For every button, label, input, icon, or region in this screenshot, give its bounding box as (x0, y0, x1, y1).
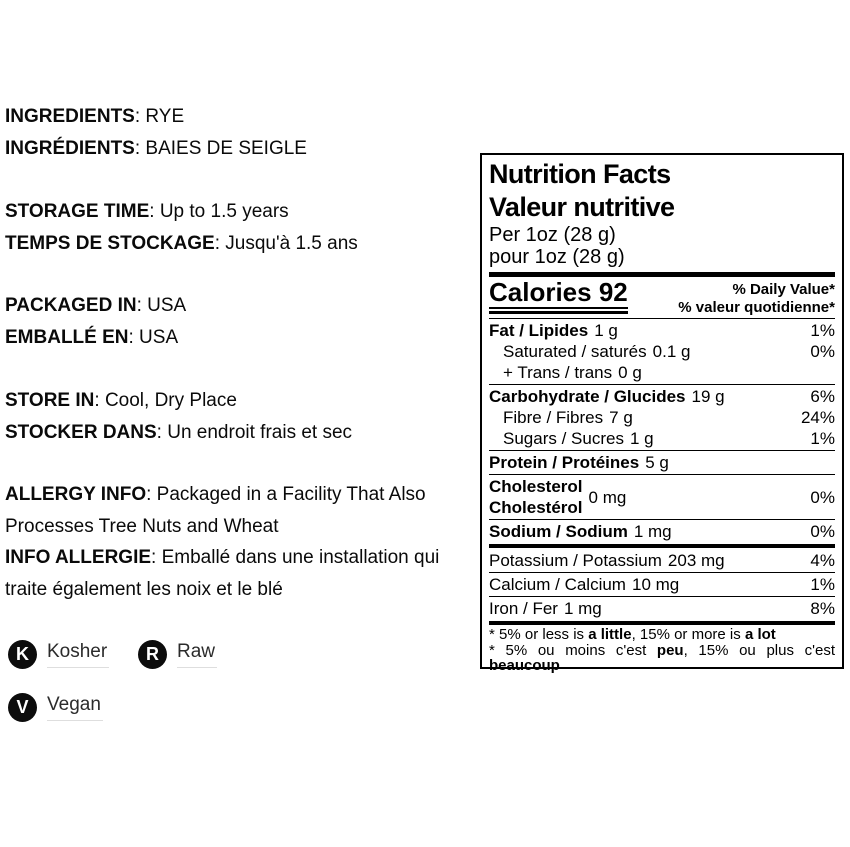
info-line (5, 228, 457, 260)
thin-rule (489, 474, 835, 475)
nutrient-amount: 10 mg (631, 575, 680, 594)
nutrient-amount: 1 mg (633, 522, 672, 541)
info-value: : Jusqu'à 1.5 ans (214, 232, 358, 254)
nutrient-daily-value: 0% (810, 522, 835, 541)
info-group (5, 196, 457, 259)
calories-text: Calories 92 (489, 277, 628, 307)
nutrient-row (489, 476, 835, 518)
info-group (5, 290, 457, 353)
nutrient-name: Saturated / saturés (503, 342, 647, 361)
thick-rule (489, 544, 835, 548)
badge-vegan (8, 693, 103, 722)
info-value: : Packaged in a Facility That Also Processes Tree Nuts and Wheat (5, 484, 426, 537)
nutrient-name: Fibre / Fibres (503, 408, 604, 427)
footnote-segment: a little (588, 626, 632, 643)
nutrient-row (489, 386, 835, 407)
nutrient-amount: 1 g (594, 321, 618, 340)
nutrient-name (489, 476, 583, 518)
thin-rule (489, 318, 835, 319)
nutrient-row (489, 320, 835, 341)
thick-rule-bottom (489, 621, 835, 625)
badge-label: Vegan (47, 694, 103, 721)
nutrient-amount: 1 mg (563, 599, 602, 618)
nutrient-row (489, 550, 835, 571)
info-value: : Up to 1.5 years (149, 201, 289, 222)
footnote-en (489, 627, 835, 643)
info-group (5, 101, 457, 164)
nutrient-row (489, 428, 835, 449)
nutrition-title-en: Nutrition Facts (489, 159, 671, 189)
info-line (5, 385, 457, 417)
badge-label: Kosher (47, 641, 109, 668)
nutrient-name: Carbohydrate / Glucides (489, 387, 686, 406)
info-label: INGREDIENTS (5, 106, 135, 127)
info-group (5, 479, 457, 606)
nutrient-daily-value: 24% (800, 408, 835, 427)
nutrient-amount: 7 g (609, 408, 633, 427)
info-label: INGRÉDIENTS (5, 137, 135, 159)
nutrient-name: Protein / Protéines (489, 453, 640, 472)
nutrient-name: Fat / Lipides (489, 321, 589, 340)
info-line (5, 290, 457, 322)
footnote-segment: * 5% ou moins c'est (489, 641, 657, 659)
info-line (5, 417, 457, 449)
nutrient-daily-value: 0% (810, 487, 835, 507)
nutrient-name: Sugars / Sucres (503, 429, 624, 448)
calories-underline (489, 311, 628, 314)
calories-value (489, 279, 628, 314)
nutrient-amount: 0 g (618, 363, 642, 382)
info-line (5, 101, 457, 133)
calories-row (489, 279, 835, 317)
nutrient-row (489, 574, 835, 595)
nutrient-daily-value: 0% (810, 342, 835, 361)
info-label: STOCKER DANS (5, 421, 157, 443)
nutrient-daily-value: 4% (810, 551, 835, 570)
thin-rule (489, 384, 835, 385)
info-label: ALLERGY INFO (5, 484, 147, 505)
info-line (5, 542, 457, 605)
daily-value-header-fr: % valeur quotidienne* (678, 299, 835, 316)
thin-rule (489, 519, 835, 520)
nutrient-name: Iron / Fer (489, 599, 558, 618)
nutrient-daily-value: 8% (810, 599, 835, 618)
nutrition-title-fr: Valeur nutritive (489, 192, 675, 222)
nutrient-amount: 19 g (691, 387, 725, 406)
kosher-badge-icon: K (8, 640, 37, 669)
nutrient-amount: 5 g (645, 453, 669, 472)
info-line (5, 133, 457, 165)
footnote-fr (489, 643, 835, 674)
footnote (489, 627, 835, 674)
info-group (5, 385, 457, 448)
info-value: : Cool, Dry Place (94, 390, 237, 411)
nutrient-daily-value: 6% (810, 387, 835, 406)
nutrient-row (489, 407, 835, 428)
nutrient-name: + Trans / trans (503, 363, 613, 382)
nutrient-amount: 0.1 g (652, 342, 691, 361)
info-label: STORAGE TIME (5, 201, 150, 222)
info-value: : USA (128, 326, 179, 348)
serving-size-en: Per 1oz (28 g) (489, 224, 616, 246)
daily-value-header-en: % Daily Value* (732, 281, 835, 298)
info-value: : Emballé dans une installation qui traite également les noix et le blé (5, 547, 440, 601)
info-label: INFO ALLERGIE (5, 547, 152, 569)
daily-value-header (678, 279, 835, 317)
info-label: TEMPS DE STOCKAGE (5, 232, 215, 254)
badge-raw (138, 640, 217, 669)
info-value: : RYE (134, 106, 185, 127)
serving-size-fr: pour 1oz (28 g) (489, 246, 625, 268)
footnote-segment: a lot (744, 626, 776, 643)
info-label: STORE IN (5, 390, 95, 411)
thin-rule (489, 450, 835, 451)
footnote-segment: beaucoup (489, 657, 560, 674)
nutrient-name-line: Cholestérol (489, 498, 583, 517)
thin-rule (489, 596, 835, 597)
nutrient-daily-value: 1% (810, 575, 835, 594)
info-line (5, 479, 457, 542)
nutrient-rows (489, 318, 835, 619)
nutrient-name: Calcium / Calcium (489, 575, 626, 594)
nutrient-name-line: Cholesterol (489, 477, 583, 496)
nutrient-row (489, 362, 835, 383)
nutrient-amount: 1 g (629, 429, 654, 448)
nutrient-row (489, 452, 835, 473)
thin-rule (489, 572, 835, 573)
nutrient-daily-value: 1% (810, 429, 835, 448)
nutrient-row (489, 341, 835, 362)
info-line (5, 196, 457, 228)
nutrition-facts-label (480, 153, 844, 674)
nutrient-daily-value: 1% (810, 321, 835, 340)
info-line (5, 322, 457, 354)
footnote-segment: , 15% or more is (631, 626, 745, 643)
footnote-segment: , 15% ou plus c'est (683, 641, 835, 659)
info-label: EMBALLÉ EN (5, 326, 129, 348)
raw-badge-icon: R (138, 640, 167, 669)
badge-kosher (8, 640, 109, 669)
nutrient-name: Potassium / Potassium (489, 551, 662, 570)
nutrient-amount: 0 mg (588, 487, 627, 507)
nutrient-amount: 203 mg (667, 551, 725, 570)
nutrient-row (489, 598, 835, 619)
footnote-segment: peu (656, 641, 684, 659)
info-value: : USA (136, 295, 187, 316)
info-label: PACKAGED IN (5, 295, 137, 316)
badge-label: Raw (177, 641, 217, 668)
footnote-segment: * 5% or less is (489, 626, 589, 643)
nutrient-name: Sodium / Sodium (489, 522, 628, 541)
info-value: : Un endroit frais et sec (156, 421, 353, 443)
info-value: : BAIES DE SEIGLE (134, 137, 307, 159)
vegan-badge-icon: V (8, 693, 37, 722)
nutrient-row (489, 521, 835, 542)
